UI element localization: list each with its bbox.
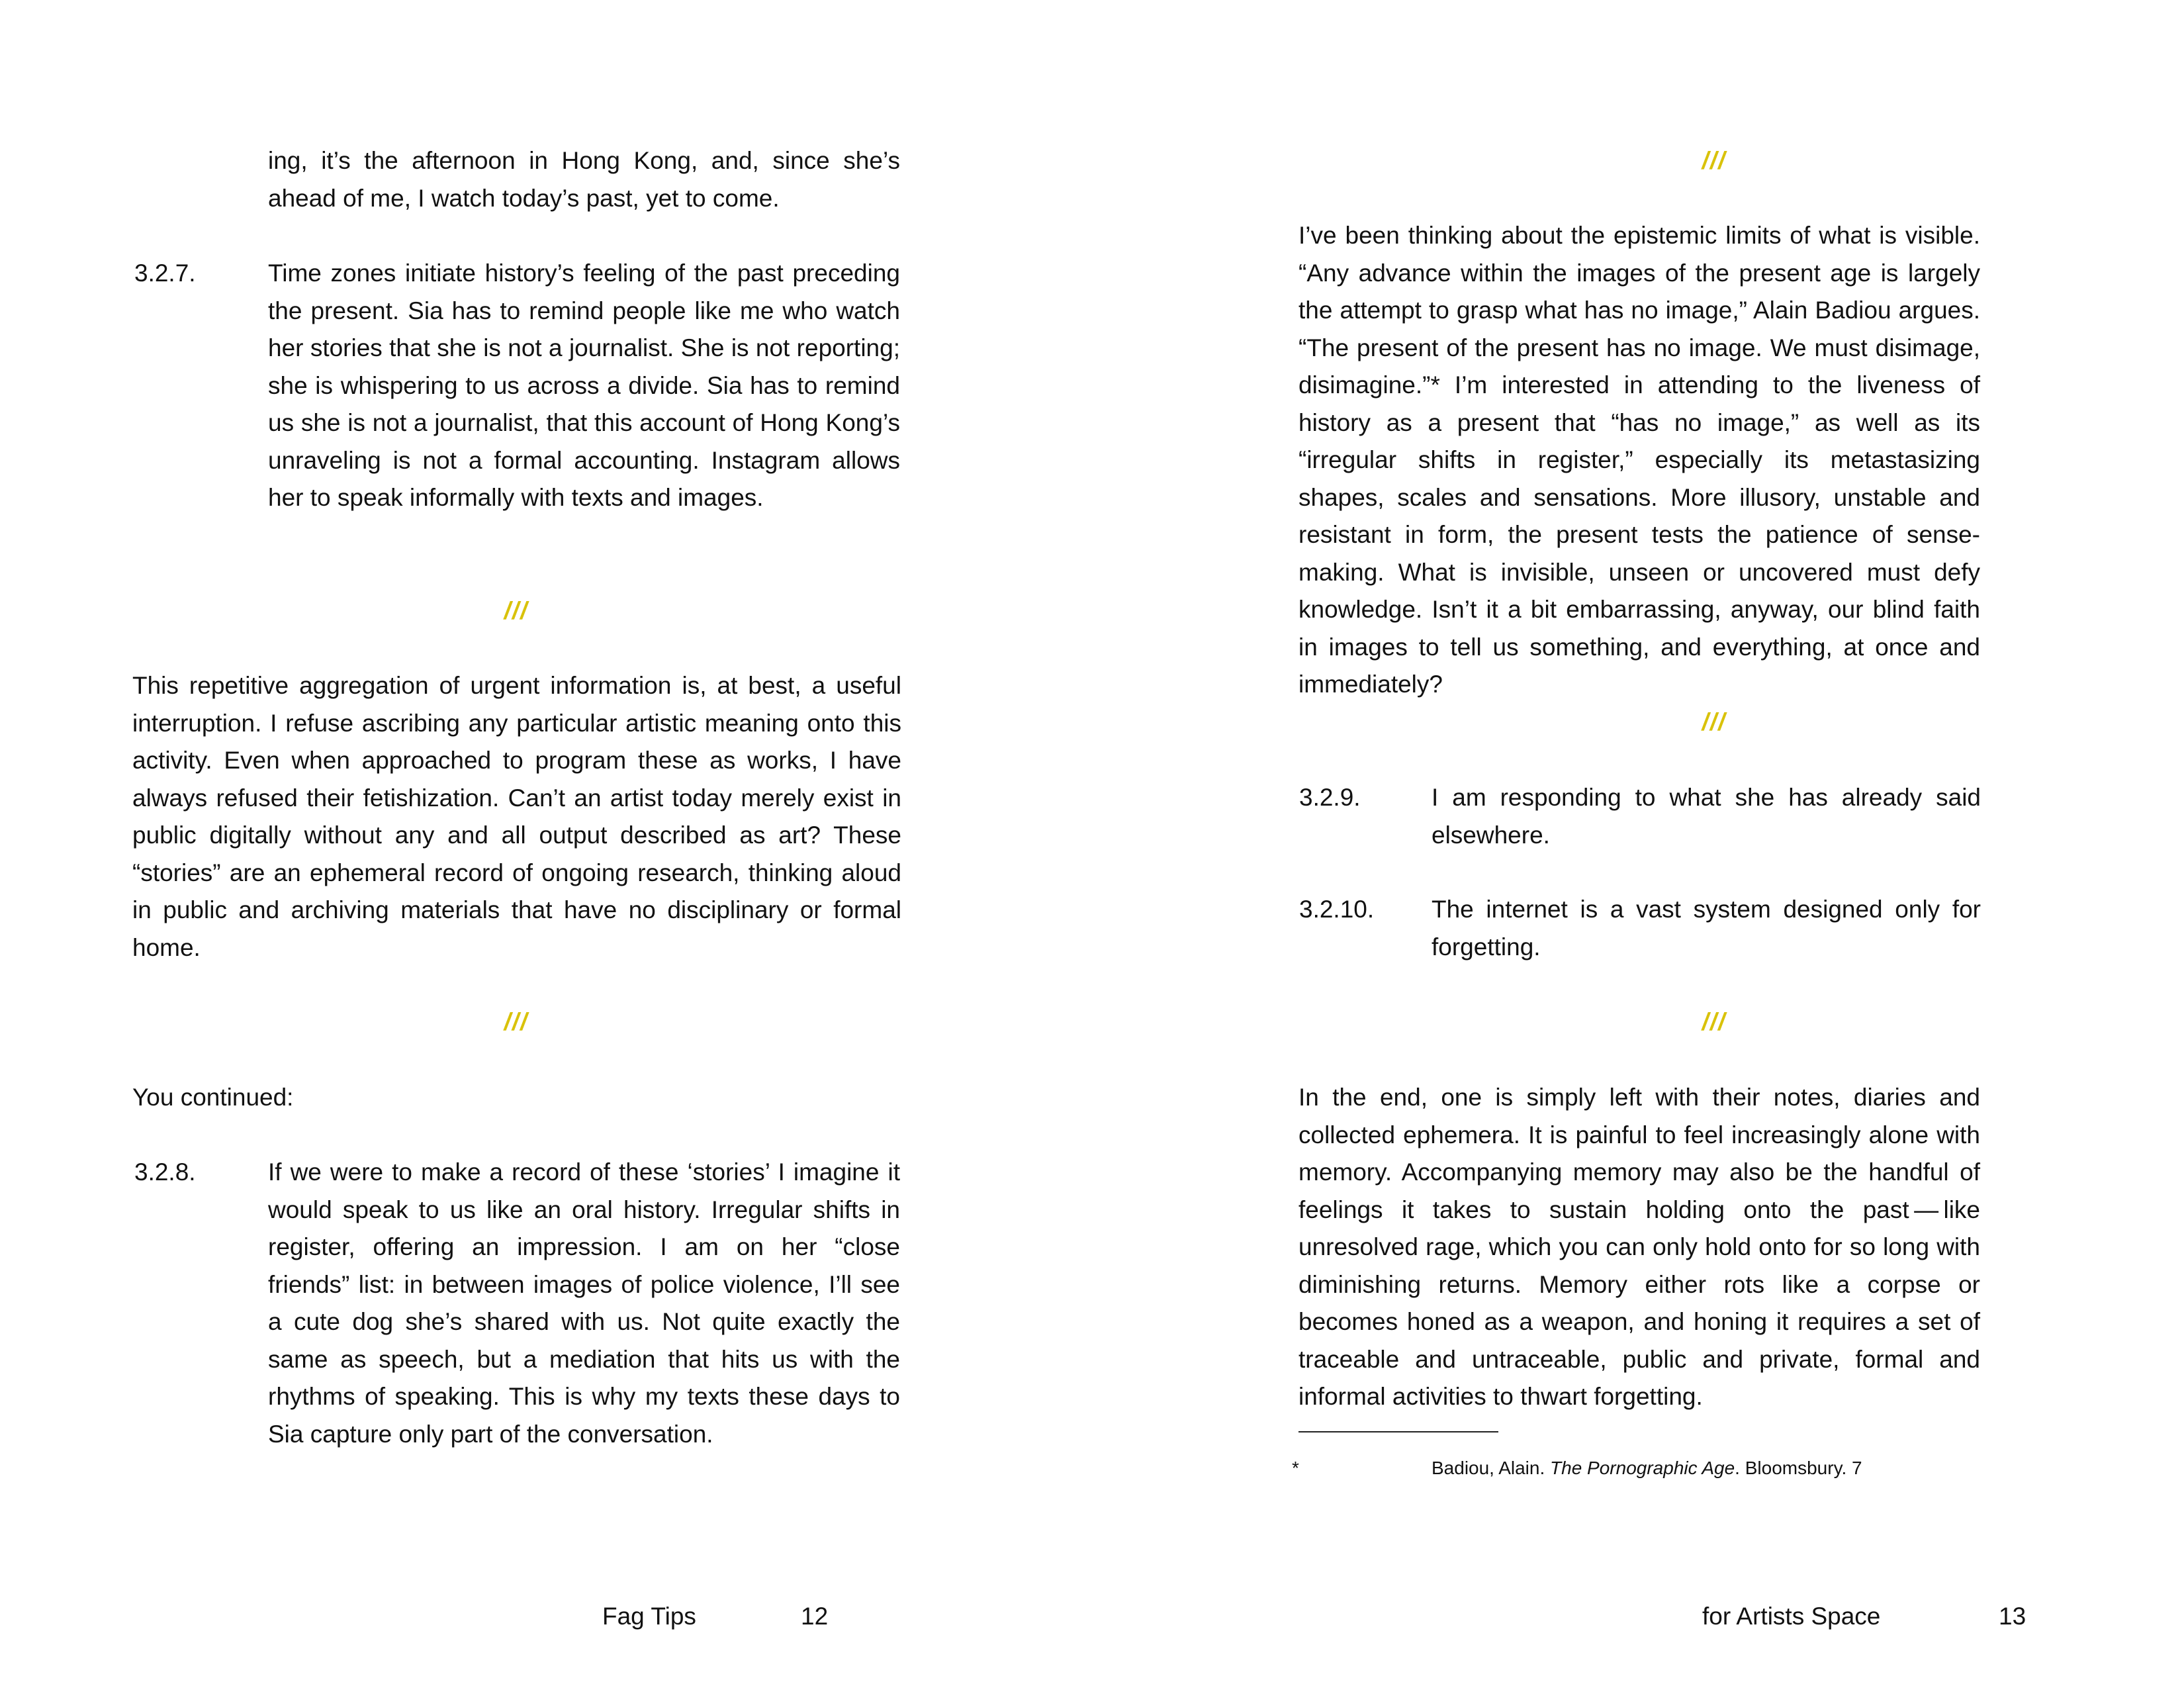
footnote-rule [1298, 1431, 1498, 1432]
section-divider: /// [1702, 708, 1727, 735]
page-number: 12 [801, 1603, 829, 1630]
footnote-book-title: The Pornographic Age [1550, 1458, 1735, 1478]
item-number-3-2-10: 3.2.10. [1299, 896, 1375, 923]
footnote-publisher: . Bloomsbury. 7 [1735, 1458, 1862, 1478]
body-paragraph: I’ve been thinking about the epistemic limits of what is visible. “Any advance within the images of the present age is largely the attempt to grasp what has no image,” Alain Badiou argues. “The present of the present has no image. We must disimage, disimagine.”* I’m interested in attending to the liveness of history as a present that “has no image,” as well as its “irregular shifts in register,” especially its metastasizing shapes, scales and sensations. More illusory, unstable and resistant in form, the present tests the patience of sense-making. What is invisible, unseen or uncovered must defy knowledge. Isn’t it a bit embarrassing, anyway, our blind faith in images to tell us something, and everything, at once and immediately? [1298, 222, 1980, 698]
item-text-3-2-7: Time zones initiate history’s feeling of the past preceding the present. Sia has to remind people like me who watch her stories that she is not a journalist. She is not reporting; she is whispering to us across a divide. Sia has to remind us she is not a journalist, that this account of Hong Kong’s unraveling is not a formal accounting. Instagram allows her to speak informally with texts and images. [268, 259, 900, 511]
footnote-text [1432, 1456, 1862, 1480]
section-divider: /// [1702, 1008, 1727, 1035]
item-text-3-2-10: The internet is a vast system designed only for forgetting. [1432, 896, 1981, 961]
section-divider: /// [1702, 147, 1727, 174]
you-continued-text: You continued: [132, 1084, 294, 1111]
item-text-3-2-9: I am responding to what she has already said elsewhere. [1432, 784, 1981, 849]
item-number-3-2-8: 3.2.8. [134, 1158, 196, 1186]
right-page [1092, 0, 2184, 1688]
footer-title: Fag Tips [602, 1603, 696, 1630]
item-text-3-2-8: If we were to make a record of these ‘stories’ I imagine it would speak to us like an oral history. Irregular shifts in register, offering an impression. I am on her “close friends” list: in between images of police violence, I’ll see a cute dog she’s shared with us. Not quite exactly the same as speech, but a mediation that hits us with the rhythms of speaking. This is why my texts these days to Sia capture only part of the conversation. [268, 1158, 900, 1448]
section-divider: /// [504, 1008, 529, 1035]
body-paragraph: This repetitive aggregation of urgent information is, at best, a useful interruption. I refuse ascribing any particular artistic meaning onto this activity. Even when approached to program these as works, I have always refused their fetishization. Can’t an artist today merely exist in public digitally without any and all output described as art? These “stories” are an ephemeral record of ongoing research, thinking aloud in public and archiving materials that have no disciplinary or formal home. [132, 672, 901, 961]
body-paragraph: In the end, one is simply left with their notes, diaries and collected ephemera. It is painful to feel increasingly alone with memory. Accompanying memory may also be the handful of feelings it takes to sustain holding onto the past — like unresolved rage, which you can only hold onto for so long with diminishing returns. Memory either rots like a corpse or becomes honed as a weapon, and honing it requires a set of traceable and untraceable, public and private, formal and informal activities to thwart forgetting. [1298, 1084, 1980, 1410]
footer-title: for Artists Space [1702, 1603, 1881, 1630]
item-number-3-2-7: 3.2.7. [134, 259, 196, 287]
page-number: 13 [1999, 1603, 2026, 1630]
footnote-author: Badiou, Alain. [1432, 1458, 1545, 1478]
continuation-paragraph: ing, it’s the afternoon in Hong Kong, and, since she’s ahead of me, I watch today’s past, yet to come. [268, 147, 900, 212]
footnote-marker: * [1292, 1458, 1299, 1478]
section-divider: /// [504, 597, 529, 624]
item-number-3-2-9: 3.2.9. [1299, 784, 1361, 811]
